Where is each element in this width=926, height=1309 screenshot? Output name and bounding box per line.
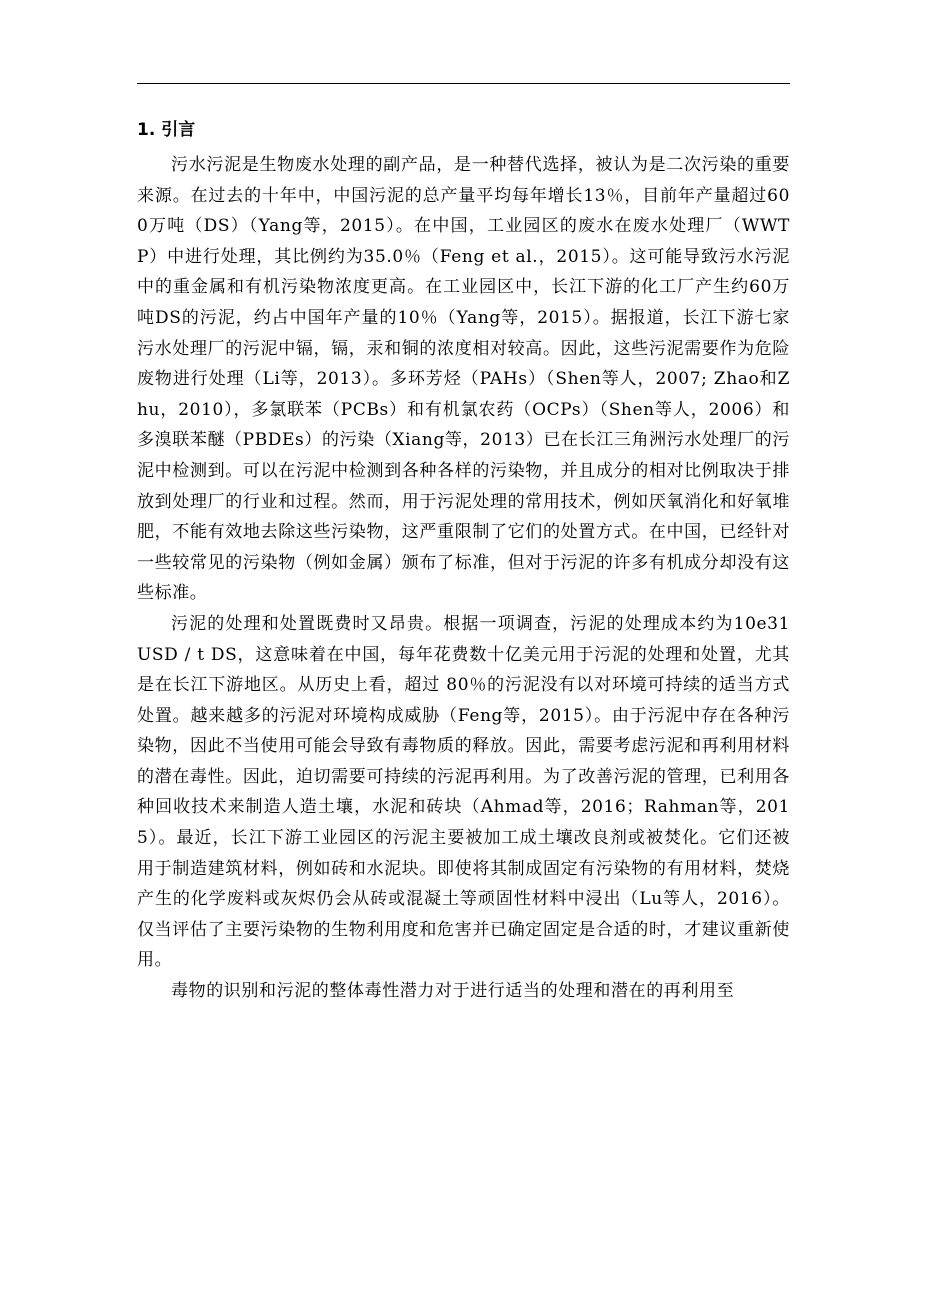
paragraph-2: 污泥的处理和处置既费时又昂贵。根据一项调查，污泥的处理成本约为10e31 USD / t DS，这意味着在中国，每年花费数十亿美元用于污泥的处理和处置，尤其是在长江下游地区。从历史上看，超过 80％的污泥没有以对环境可持续的适当方式处置。越来越多的污泥对环境构成威胁（Feng等，2015）。由于污泥中存在各种污染物，因此不当使用可能会导致有毒物质的释放。因此，需要考虑污泥和再利用材料的潜在毒性。因此，迫切需要可持续的污泥再利用。为了改善污泥的管理，已利用各种回收技术来制造人造土壤，水泥和砖块（Ahmad等，2016；Rahman等，2015）。最近，长江下游工业园区的污泥主要被加工成土壤改良剂或被焚化。它们还被用于制造建筑材料，例如砖和水泥块。即使将其制成固定有污染物的有用材料，焚烧产生的化学废料或灰烬仍会从砖或混凝土等顽固性材料中浸出（Lu等人，2016）。仅当评估了主要污染物的生物利用度和危害并已确定固定是合适的时，才建议重新使用。 [137,613,790,971]
paragraph-1: 污水污泥是生物废水处理的副产品，是一种替代选择，被认为是二次污染的重要来源。在过去的十年中，中国污泥的总产量平均每年增长13％，目前年产量超过600万吨（DS）（Yang等，2015）。在中国，工业园区的废水在废水处理厂（WWTP）中进行处理，其比例约为35.0％（Feng et al.，2015）。这可能导致污水污泥中的重金属和有机污染物浓度更高。在工业园区中，长江下游的化工厂产生约60万吨DS的污泥，约占中国年产量的10％（Yang等，2015）。据报道，长江下游七家污水处理厂的污泥中镉，镉，汞和铜的浓度相对较高。因此，这些污泥需要作为危险废物进行处理（Li等，2013）。多环芳烃（PAHs）（Shen等人，2007; Zhao和Zhu，2010），多氯联苯（PCBs）和有机氯农药（OCPs）（Shen等人，2006）和多溴联苯醚（PBDEs）的污染（Xiang等，2013）已在长江三角洲污水处理厂的污泥中检测到。可以在污泥中检测到各种各样的污染物，并且成分的相对比例取决于排放到处理厂的行业和过程。然而，用于污泥处理的常用技术，例如厌氧消化和好氧堆肥，不能有效地去除这些污染物，这严重限制了它们的处置方式。在中国，已经针对一些较常见的污染物（例如金属）颁布了标准，但对于污泥的许多有机成分却没有这些标准。 [137,155,790,604]
document-body [137,114,790,1007]
section-heading: 1. 引言 [137,120,196,140]
paragraph-3: 毒物的识别和污泥的整体毒性潜力对于进行适当的处理和潜在的再利用至 [171,981,735,1002]
header-rule [137,83,790,84]
